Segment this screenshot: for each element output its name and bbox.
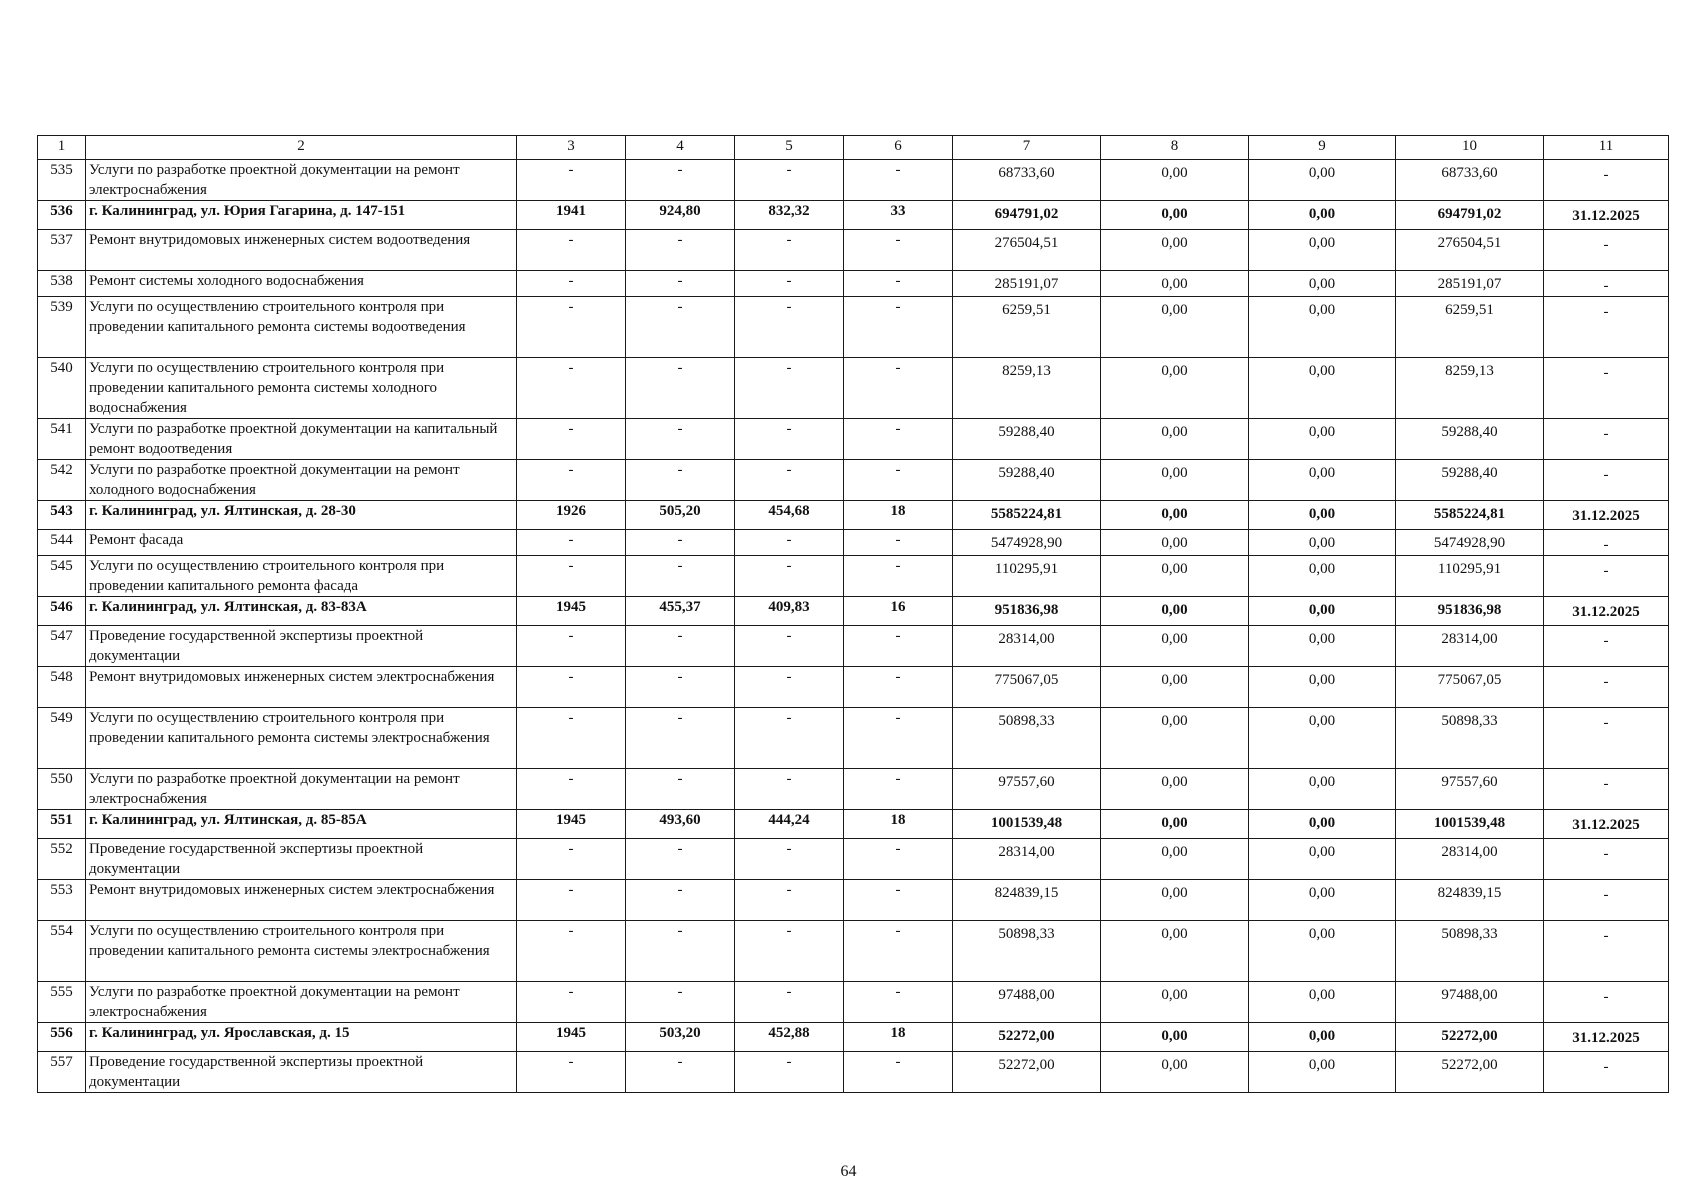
residents-cell: - [844, 921, 953, 982]
area-total-cell: - [626, 626, 735, 667]
cost-col8-cell: 0,00 [1101, 982, 1249, 1023]
table-row [38, 880, 1669, 921]
cost-total-cell: 824839,15 [953, 880, 1101, 921]
deadline-cell: 31.12.2025 [1544, 501, 1669, 530]
column-header: 7 [953, 136, 1101, 160]
deadline-cell: - [1544, 556, 1669, 597]
cost-col8-cell: 0,00 [1101, 556, 1249, 597]
deadline-cell: 31.12.2025 [1544, 201, 1669, 230]
work-name: Ремонт внутридомовых инженерных систем электроснабжения [86, 667, 517, 708]
area-total-cell: - [626, 921, 735, 982]
cost-col10-cell: 52272,00 [1396, 1052, 1544, 1093]
area-living-cell: 452,88 [735, 1023, 844, 1052]
deadline-cell: - [1544, 530, 1669, 556]
cost-total-cell: 110295,91 [953, 556, 1101, 597]
cost-col9-cell: 0,00 [1249, 1052, 1396, 1093]
row-number: 537 [38, 230, 86, 271]
residents-cell: - [844, 1052, 953, 1093]
work-name: Услуги по осуществлению строительного контроля при проведении капитального ремонта системы электроснабжения [86, 708, 517, 769]
cost-col9-cell: 0,00 [1249, 297, 1396, 358]
area-total-cell: - [626, 982, 735, 1023]
cost-total-cell: 8259,13 [953, 358, 1101, 419]
area-total-cell: 503,20 [626, 1023, 735, 1052]
cost-col10-cell: 97557,60 [1396, 769, 1544, 810]
cost-col10-cell: 50898,33 [1396, 708, 1544, 769]
deadline-cell: - [1544, 419, 1669, 460]
row-number: 546 [38, 597, 86, 626]
deadline-cell: - [1544, 460, 1669, 501]
cost-total-cell: 694791,02 [953, 201, 1101, 230]
residents-cell: - [844, 358, 953, 419]
cost-col9-cell: 0,00 [1249, 982, 1396, 1023]
year-cell: 1945 [517, 597, 626, 626]
residents-cell: - [844, 839, 953, 880]
work-name: Услуги по осуществлению строительного контроля при проведении капитального ремонта системы электроснабжения [86, 921, 517, 982]
year-cell: - [517, 460, 626, 501]
cost-col9-cell: 0,00 [1249, 460, 1396, 501]
year-cell: 1926 [517, 501, 626, 530]
deadline-cell: - [1544, 708, 1669, 769]
area-living-cell: - [735, 880, 844, 921]
residents-cell: 18 [844, 810, 953, 839]
deadline-cell: - [1544, 839, 1669, 880]
column-header: 3 [517, 136, 626, 160]
residents-cell: - [844, 530, 953, 556]
table-row [38, 271, 1669, 297]
cost-col10-cell: 694791,02 [1396, 201, 1544, 230]
column-header: 1 [38, 136, 86, 160]
residents-cell: - [844, 556, 953, 597]
year-cell: - [517, 839, 626, 880]
row-number: 554 [38, 921, 86, 982]
deadline-cell: - [1544, 667, 1669, 708]
cost-col9-cell: 0,00 [1249, 419, 1396, 460]
deadline-cell: - [1544, 358, 1669, 419]
cost-total-cell: 28314,00 [953, 839, 1101, 880]
cost-col8-cell: 0,00 [1101, 530, 1249, 556]
cost-col9-cell: 0,00 [1249, 501, 1396, 530]
cost-col9-cell: 0,00 [1249, 921, 1396, 982]
table-row [38, 839, 1669, 880]
year-cell: - [517, 1052, 626, 1093]
area-total-cell: - [626, 297, 735, 358]
area-total-cell: - [626, 230, 735, 271]
year-cell: - [517, 708, 626, 769]
row-number: 556 [38, 1023, 86, 1052]
year-cell: - [517, 297, 626, 358]
table-row [38, 297, 1669, 358]
area-living-cell: - [735, 230, 844, 271]
row-number: 555 [38, 982, 86, 1023]
cost-total-cell: 52272,00 [953, 1023, 1101, 1052]
table-row [38, 626, 1669, 667]
deadline-cell: 31.12.2025 [1544, 597, 1669, 626]
cost-col9-cell: 0,00 [1249, 358, 1396, 419]
row-number: 549 [38, 708, 86, 769]
work-name: Ремонт внутридомовых инженерных систем электроснабжения [86, 880, 517, 921]
cost-total-cell: 5474928,90 [953, 530, 1101, 556]
area-living-cell: 832,32 [735, 201, 844, 230]
cost-total-cell: 68733,60 [953, 160, 1101, 201]
row-number: 539 [38, 297, 86, 358]
work-name: г. Калининград, ул. Ялтинская, д. 28-30 [86, 501, 517, 530]
area-total-cell: 505,20 [626, 501, 735, 530]
cost-total-cell: 5585224,81 [953, 501, 1101, 530]
area-total-cell: - [626, 839, 735, 880]
column-header: 4 [626, 136, 735, 160]
area-total-cell: 924,80 [626, 201, 735, 230]
year-cell: 1945 [517, 810, 626, 839]
cost-col9-cell: 0,00 [1249, 201, 1396, 230]
residents-cell: - [844, 160, 953, 201]
area-total-cell: 493,60 [626, 810, 735, 839]
area-living-cell: - [735, 708, 844, 769]
area-living-cell: - [735, 626, 844, 667]
cost-total-cell: 59288,40 [953, 460, 1101, 501]
residents-cell: 16 [844, 597, 953, 626]
area-total-cell: - [626, 358, 735, 419]
cost-col8-cell: 0,00 [1101, 419, 1249, 460]
work-name: Услуги по разработке проектной документации на капитальный ремонт водоотведения [86, 419, 517, 460]
cost-col8-cell: 0,00 [1101, 769, 1249, 810]
work-name: Ремонт системы холодного водоснабжения [86, 271, 517, 297]
cost-col9-cell: 0,00 [1249, 880, 1396, 921]
residents-cell: - [844, 880, 953, 921]
area-total-cell: - [626, 769, 735, 810]
cost-col8-cell: 0,00 [1101, 1023, 1249, 1052]
deadline-cell: - [1544, 271, 1669, 297]
cost-col9-cell: 0,00 [1249, 667, 1396, 708]
cost-col10-cell: 1001539,48 [1396, 810, 1544, 839]
cost-col10-cell: 285191,07 [1396, 271, 1544, 297]
address-row [38, 501, 1669, 530]
work-name: Услуги по осуществлению строительного контроля при проведении капитального ремонта системы холодного водоснабжения [86, 358, 517, 419]
deadline-cell: - [1544, 160, 1669, 201]
cost-col8-cell: 0,00 [1101, 1052, 1249, 1093]
deadline-cell: - [1544, 230, 1669, 271]
row-number: 542 [38, 460, 86, 501]
year-cell: - [517, 358, 626, 419]
cost-col8-cell: 0,00 [1101, 201, 1249, 230]
residents-cell: 18 [844, 1023, 953, 1052]
area-living-cell: 409,83 [735, 597, 844, 626]
column-header: 8 [1101, 136, 1249, 160]
table-row [38, 419, 1669, 460]
year-cell: - [517, 271, 626, 297]
area-living-cell: - [735, 982, 844, 1023]
year-cell: 1945 [517, 1023, 626, 1052]
year-cell: - [517, 921, 626, 982]
year-cell: - [517, 880, 626, 921]
area-living-cell: - [735, 530, 844, 556]
cost-total-cell: 775067,05 [953, 667, 1101, 708]
work-name: Услуги по разработке проектной документации на ремонт электроснабжения [86, 982, 517, 1023]
area-living-cell: 444,24 [735, 810, 844, 839]
area-total-cell: - [626, 708, 735, 769]
table-row [38, 769, 1669, 810]
cost-col10-cell: 110295,91 [1396, 556, 1544, 597]
cost-col8-cell: 0,00 [1101, 810, 1249, 839]
cost-col9-cell: 0,00 [1249, 708, 1396, 769]
cost-col9-cell: 0,00 [1249, 810, 1396, 839]
cost-col10-cell: 8259,13 [1396, 358, 1544, 419]
address-row [38, 1023, 1669, 1052]
table-row [38, 1052, 1669, 1093]
residents-cell: - [844, 626, 953, 667]
repair-program-table [37, 135, 1669, 1093]
row-number: 553 [38, 880, 86, 921]
cost-col9-cell: 0,00 [1249, 530, 1396, 556]
year-cell: - [517, 530, 626, 556]
area-total-cell: - [626, 271, 735, 297]
area-total-cell: - [626, 880, 735, 921]
cost-col9-cell: 0,00 [1249, 271, 1396, 297]
area-living-cell: - [735, 160, 844, 201]
cost-col10-cell: 951836,98 [1396, 597, 1544, 626]
area-total-cell: - [626, 419, 735, 460]
column-header: 9 [1249, 136, 1396, 160]
cost-total-cell: 1001539,48 [953, 810, 1101, 839]
cost-col9-cell: 0,00 [1249, 626, 1396, 667]
area-living-cell: - [735, 556, 844, 597]
cost-col8-cell: 0,00 [1101, 501, 1249, 530]
cost-col9-cell: 0,00 [1249, 556, 1396, 597]
cost-col10-cell: 68733,60 [1396, 160, 1544, 201]
year-cell: 1941 [517, 201, 626, 230]
cost-col8-cell: 0,00 [1101, 839, 1249, 880]
table-row [38, 667, 1669, 708]
deadline-cell: 31.12.2025 [1544, 810, 1669, 839]
area-living-cell: - [735, 839, 844, 880]
work-name: Услуги по осуществлению строительного контроля при проведении капитального ремонта фасада [86, 556, 517, 597]
residents-cell: - [844, 708, 953, 769]
cost-col10-cell: 50898,33 [1396, 921, 1544, 982]
cost-col10-cell: 5585224,81 [1396, 501, 1544, 530]
cost-col10-cell: 276504,51 [1396, 230, 1544, 271]
column-header: 5 [735, 136, 844, 160]
cost-col10-cell: 6259,51 [1396, 297, 1544, 358]
table-row [38, 708, 1669, 769]
work-name: Услуги по разработке проектной документации на ремонт электроснабжения [86, 769, 517, 810]
area-living-cell: - [735, 358, 844, 419]
deadline-cell: - [1544, 626, 1669, 667]
work-name: Ремонт фасада [86, 530, 517, 556]
area-living-cell: - [735, 271, 844, 297]
cost-total-cell: 6259,51 [953, 297, 1101, 358]
table-row [38, 921, 1669, 982]
cost-col10-cell: 824839,15 [1396, 880, 1544, 921]
area-living-cell: - [735, 297, 844, 358]
column-header: 2 [86, 136, 517, 160]
cost-total-cell: 951836,98 [953, 597, 1101, 626]
row-number: 535 [38, 160, 86, 201]
work-name: Услуги по осуществлению строительного контроля при проведении капитального ремонта системы водоотведения [86, 297, 517, 358]
area-living-cell: 454,68 [735, 501, 844, 530]
cost-col8-cell: 0,00 [1101, 597, 1249, 626]
deadline-cell: - [1544, 921, 1669, 982]
deadline-cell: - [1544, 769, 1669, 810]
cost-total-cell: 52272,00 [953, 1052, 1101, 1093]
cost-col9-cell: 0,00 [1249, 1023, 1396, 1052]
cost-col10-cell: 5474928,90 [1396, 530, 1544, 556]
work-name: Услуги по разработке проектной документации на ремонт холодного водоснабжения [86, 460, 517, 501]
row-number: 543 [38, 501, 86, 530]
cost-col8-cell: 0,00 [1101, 921, 1249, 982]
row-number: 552 [38, 839, 86, 880]
row-number: 547 [38, 626, 86, 667]
row-number: 536 [38, 201, 86, 230]
cost-total-cell: 59288,40 [953, 419, 1101, 460]
year-cell: - [517, 230, 626, 271]
cost-col8-cell: 0,00 [1101, 708, 1249, 769]
column-header: 6 [844, 136, 953, 160]
area-living-cell: - [735, 667, 844, 708]
residents-cell: - [844, 230, 953, 271]
work-name: г. Калининград, ул. Ярославская, д. 15 [86, 1023, 517, 1052]
row-number: 550 [38, 769, 86, 810]
table-row [38, 460, 1669, 501]
address-row [38, 597, 1669, 626]
cost-col10-cell: 775067,05 [1396, 667, 1544, 708]
deadline-cell: - [1544, 1052, 1669, 1093]
cost-col9-cell: 0,00 [1249, 230, 1396, 271]
year-cell: - [517, 769, 626, 810]
area-total-cell: - [626, 460, 735, 501]
cost-col10-cell: 59288,40 [1396, 419, 1544, 460]
address-row [38, 201, 1669, 230]
work-name: Проведение государственной экспертизы проектной документации [86, 1052, 517, 1093]
cost-col8-cell: 0,00 [1101, 160, 1249, 201]
row-number: 541 [38, 419, 86, 460]
cost-col10-cell: 28314,00 [1396, 839, 1544, 880]
cost-col9-cell: 0,00 [1249, 597, 1396, 626]
work-name: Услуги по разработке проектной документации на ремонт электроснабжения [86, 160, 517, 201]
column-header: 11 [1544, 136, 1669, 160]
deadline-cell: 31.12.2025 [1544, 1023, 1669, 1052]
cost-total-cell: 276504,51 [953, 230, 1101, 271]
deadline-cell: - [1544, 982, 1669, 1023]
cost-col8-cell: 0,00 [1101, 297, 1249, 358]
table-row [38, 530, 1669, 556]
residents-cell: 18 [844, 501, 953, 530]
cost-col8-cell: 0,00 [1101, 460, 1249, 501]
work-name: г. Калининград, ул. Ялтинская, д. 85-85А [86, 810, 517, 839]
residents-cell: - [844, 982, 953, 1023]
area-living-cell: - [735, 1052, 844, 1093]
table-row [38, 230, 1669, 271]
year-cell: - [517, 982, 626, 1023]
year-cell: - [517, 626, 626, 667]
page-number: 64 [840, 1163, 857, 1180]
cost-col8-cell: 0,00 [1101, 667, 1249, 708]
row-number: 544 [38, 530, 86, 556]
row-number: 557 [38, 1052, 86, 1093]
cost-col8-cell: 0,00 [1101, 880, 1249, 921]
cost-col10-cell: 97488,00 [1396, 982, 1544, 1023]
area-total-cell: - [626, 667, 735, 708]
cost-total-cell: 97557,60 [953, 769, 1101, 810]
cost-col8-cell: 0,00 [1101, 271, 1249, 297]
cost-col10-cell: 52272,00 [1396, 1023, 1544, 1052]
residents-cell: - [844, 271, 953, 297]
area-living-cell: - [735, 460, 844, 501]
table-row [38, 556, 1669, 597]
work-name: г. Калининград, ул. Ялтинская, д. 83-83А [86, 597, 517, 626]
work-name: Ремонт внутридомовых инженерных систем водоотведения [86, 230, 517, 271]
residents-cell: - [844, 667, 953, 708]
deadline-cell: - [1544, 297, 1669, 358]
area-total-cell: - [626, 556, 735, 597]
cost-col9-cell: 0,00 [1249, 160, 1396, 201]
cost-total-cell: 285191,07 [953, 271, 1101, 297]
work-name: г. Калининград, ул. Юрия Гагарина, д. 147-151 [86, 201, 517, 230]
work-name: Проведение государственной экспертизы проектной документации [86, 626, 517, 667]
residents-cell: - [844, 297, 953, 358]
residents-cell: - [844, 460, 953, 501]
area-total-cell: - [626, 160, 735, 201]
deadline-cell: - [1544, 880, 1669, 921]
year-cell: - [517, 160, 626, 201]
residents-cell: - [844, 419, 953, 460]
cost-col8-cell: 0,00 [1101, 230, 1249, 271]
area-total-cell: - [626, 530, 735, 556]
work-name: Проведение государственной экспертизы проектной документации [86, 839, 517, 880]
cost-col10-cell: 28314,00 [1396, 626, 1544, 667]
column-number-row [38, 136, 1669, 160]
row-number: 538 [38, 271, 86, 297]
area-total-cell: 455,37 [626, 597, 735, 626]
cost-col8-cell: 0,00 [1101, 358, 1249, 419]
table-row [38, 358, 1669, 419]
area-living-cell: - [735, 769, 844, 810]
cost-col8-cell: 0,00 [1101, 626, 1249, 667]
address-row [38, 810, 1669, 839]
area-living-cell: - [735, 921, 844, 982]
table-row [38, 982, 1669, 1023]
residents-cell: 33 [844, 201, 953, 230]
row-number: 548 [38, 667, 86, 708]
year-cell: - [517, 419, 626, 460]
cost-total-cell: 28314,00 [953, 626, 1101, 667]
year-cell: - [517, 556, 626, 597]
area-living-cell: - [735, 419, 844, 460]
cost-col9-cell: 0,00 [1249, 769, 1396, 810]
column-header: 10 [1396, 136, 1544, 160]
row-number: 540 [38, 358, 86, 419]
cost-total-cell: 97488,00 [953, 982, 1101, 1023]
row-number: 545 [38, 556, 86, 597]
cost-total-cell: 50898,33 [953, 708, 1101, 769]
area-total-cell: - [626, 1052, 735, 1093]
cost-total-cell: 50898,33 [953, 921, 1101, 982]
residents-cell: - [844, 769, 953, 810]
cost-col10-cell: 59288,40 [1396, 460, 1544, 501]
row-number: 551 [38, 810, 86, 839]
year-cell: - [517, 667, 626, 708]
table-row [38, 160, 1669, 201]
cost-col9-cell: 0,00 [1249, 839, 1396, 880]
